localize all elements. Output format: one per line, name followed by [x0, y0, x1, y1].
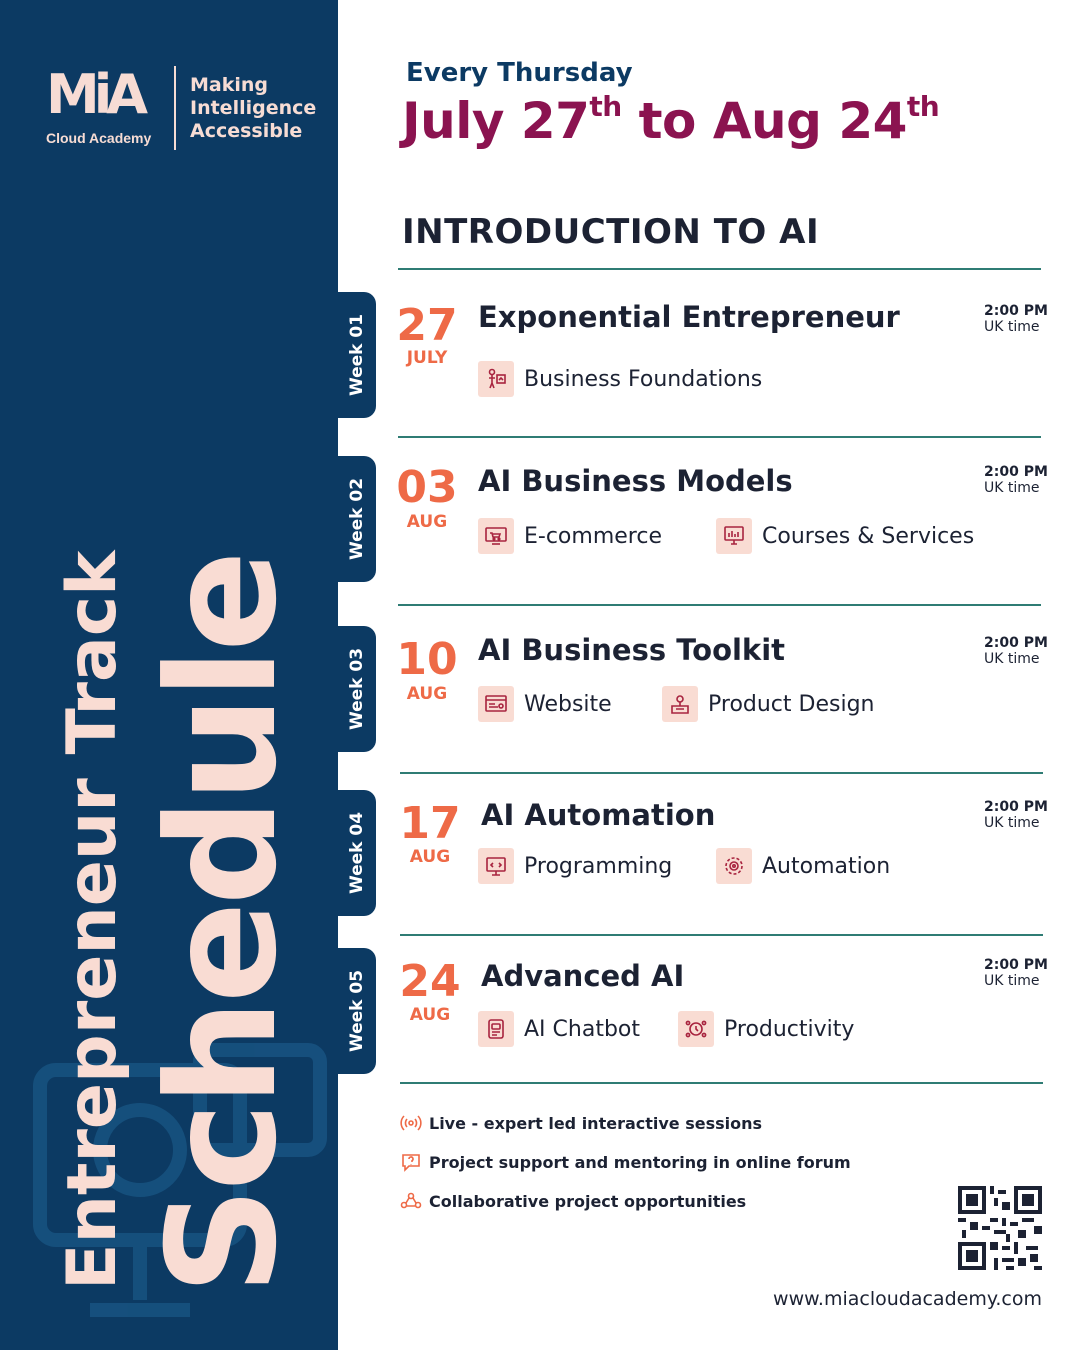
week-4-month: AUG [409, 847, 451, 867]
tagline-line-1: Making [190, 74, 269, 96]
collaboration-icon [400, 1191, 422, 1211]
programming-icon [478, 848, 514, 884]
topic-label: Courses & Services [762, 523, 975, 549]
week-tab-2 [338, 456, 376, 582]
week-5-title: Advanced AI [481, 959, 685, 993]
topic-label: Productivity [724, 1016, 855, 1042]
topic-label: E-commerce [524, 523, 662, 549]
week-1-timezone: UK time [984, 319, 1040, 335]
courses-icon [716, 518, 752, 554]
week-2-timezone: UK time [984, 480, 1040, 496]
week-3-time: 2:00 PM [984, 635, 1048, 651]
week-1-topic-1 [478, 361, 762, 397]
logo [46, 63, 152, 146]
broadcast-icon [400, 1113, 422, 1133]
frequency-label: Every Thursday [406, 58, 633, 88]
week-5-topic-2 [678, 1011, 854, 1047]
week-3-timezone: UK time [984, 651, 1040, 667]
week-tab-label: Week 03 [347, 647, 367, 731]
schedule-title: Schedule [136, 554, 310, 1295]
tagline-line-2: Intelligence [190, 97, 317, 119]
divider [400, 772, 1043, 774]
date-connector: to [621, 92, 713, 150]
week-3-month: AUG [406, 684, 448, 704]
date-range [402, 92, 939, 150]
week-tab-label: Week 05 [347, 969, 367, 1053]
divider [398, 436, 1041, 438]
ecommerce-icon [478, 518, 514, 554]
feature-text: Collaborative project opportunities [429, 1191, 747, 1211]
feature-text: Live - expert led interactive sessions [429, 1113, 763, 1133]
week-4-topic-2 [716, 848, 890, 884]
website-icon [478, 686, 514, 722]
week-1-time: 2:00 PM [984, 303, 1048, 319]
feature-text: Project support and mentoring in online forum [429, 1152, 851, 1172]
logo-subtitle: Cloud Academy [46, 130, 152, 146]
end-date-suffix: th [906, 90, 940, 123]
sidebar-panel [0, 0, 338, 1350]
divider [398, 268, 1041, 270]
week-2-time: 2:00 PM [984, 464, 1048, 480]
section-title: INTRODUCTION TO AI [402, 212, 820, 252]
week-2-title: AI Business Models [478, 464, 793, 498]
start-date: July 27 [402, 92, 590, 150]
business-foundations-icon [478, 361, 514, 397]
week-4-timezone: UK time [984, 815, 1040, 831]
week-3-topic-2 [662, 686, 874, 722]
week-4-title: AI Automation [481, 798, 716, 832]
week-2-topic-2 [716, 518, 974, 554]
logo-mark: MiA [46, 63, 143, 126]
week-5-month: AUG [409, 1005, 451, 1025]
divider [400, 934, 1043, 936]
chatbot-icon [478, 1011, 514, 1047]
track-title: Entrepreneur Track [53, 550, 132, 1290]
week-5-timezone: UK time [984, 973, 1040, 989]
tagline-line-3: Accessible [190, 120, 303, 142]
topic-label: Programming [524, 853, 673, 879]
week-3-title: AI Business Toolkit [478, 633, 786, 667]
week-4-day: 17 [399, 798, 461, 849]
automation-icon [716, 848, 752, 884]
topic-label: Business Foundations [524, 366, 763, 392]
week-tab-3 [338, 626, 376, 752]
divider [400, 1082, 1043, 1084]
product-design-icon [662, 686, 698, 722]
topic-label: AI Chatbot [524, 1016, 640, 1042]
week-tab-label: Week 04 [347, 811, 367, 895]
start-date-suffix: th [589, 90, 622, 123]
feature-item-2 [400, 1152, 851, 1172]
week-5-time: 2:00 PM [984, 957, 1048, 973]
week-5-topic-1 [478, 1011, 640, 1047]
feature-item-1 [400, 1113, 762, 1133]
logo-divider [174, 66, 176, 150]
week-4-topic-1 [478, 848, 672, 884]
end-date: Aug 24 [712, 92, 907, 150]
divider [398, 604, 1041, 606]
week-1-title: Exponential Entrepreneur [478, 300, 900, 334]
week-2-topic-1 [478, 518, 662, 554]
week-1-day: 27 [396, 300, 458, 351]
week-tab-1 [338, 292, 376, 418]
week-tab-label: Week 02 [347, 477, 367, 561]
week-1-month: JULY [406, 348, 448, 368]
tagline [190, 74, 330, 143]
week-tab-4 [338, 790, 376, 916]
week-3-topic-1 [478, 686, 612, 722]
productivity-icon [678, 1011, 714, 1047]
week-5-day: 24 [399, 956, 461, 1007]
qr-code-icon[interactable] [958, 1186, 1042, 1270]
week-tab-label: Week 01 [347, 313, 367, 397]
feature-item-3 [400, 1191, 746, 1211]
forum-icon [400, 1152, 422, 1172]
website-link[interactable]: www.miacloudacademy.com [773, 1288, 1042, 1310]
topic-label: Website [524, 691, 612, 717]
topic-label: Automation [762, 853, 891, 879]
week-2-day: 03 [396, 462, 458, 513]
week-2-month: AUG [406, 512, 448, 532]
topic-label: Product Design [708, 691, 875, 717]
week-4-time: 2:00 PM [984, 799, 1048, 815]
week-3-day: 10 [396, 634, 458, 685]
week-tab-5 [338, 948, 376, 1074]
